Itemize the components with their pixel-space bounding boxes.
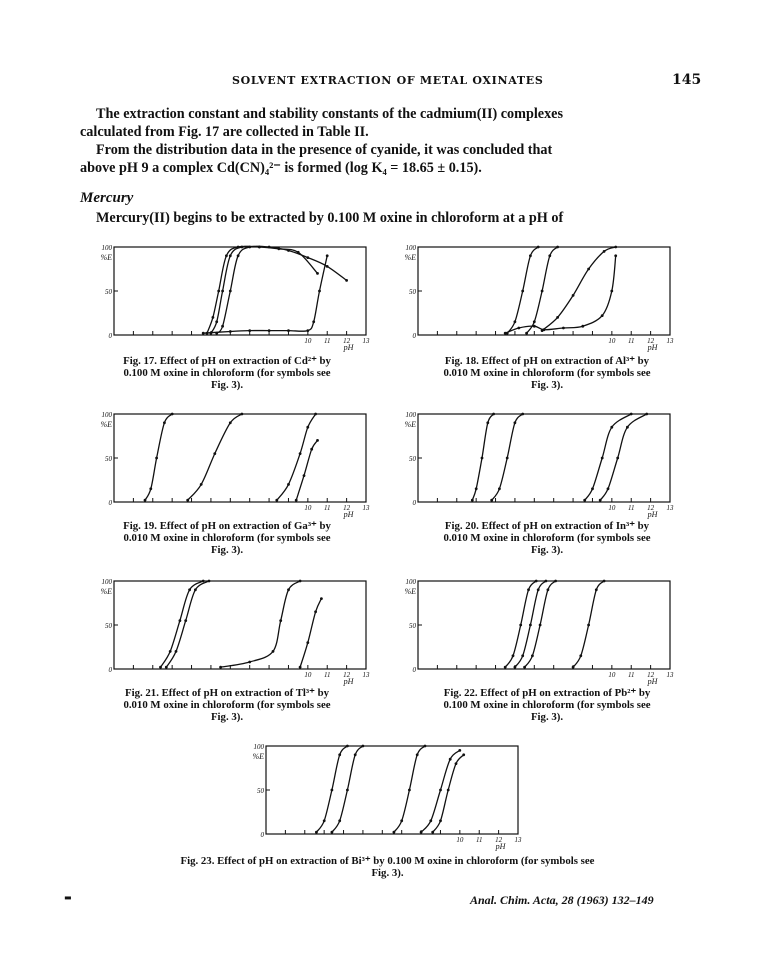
- y-tick-label: 100: [101, 244, 112, 252]
- caption-line: 0.010 M oxine in chloroform (for symbols see: [443, 532, 651, 544]
- x-axis-label: pH: [343, 343, 354, 352]
- x-tick-label: 10: [608, 671, 616, 679]
- data-point: [248, 329, 251, 332]
- x-tick-label: 13: [362, 504, 370, 512]
- data-point: [299, 580, 302, 583]
- caption-line: Fig. 20. Effect of pH on extraction of In³⁺ by: [444, 520, 650, 532]
- y-tick-label: 100: [101, 578, 112, 586]
- data-point: [314, 610, 317, 613]
- y-tick-label: 100: [405, 578, 416, 586]
- data-point: [326, 254, 329, 257]
- data-point: [393, 831, 396, 834]
- data-point: [424, 745, 427, 748]
- data-point: [159, 666, 162, 669]
- series-line: [221, 581, 301, 667]
- text-line: calculated from Fig. 17 are collected in Table II.: [80, 124, 369, 140]
- caption-line: 0.100 M oxine in chloroform (for symbols see: [123, 367, 331, 379]
- caption-figure-22: [382, 687, 712, 723]
- caption-line: Fig. 3).: [530, 711, 564, 723]
- caption-line: Fig. 3).: [530, 379, 564, 391]
- series-line: [300, 599, 321, 668]
- data-point: [439, 819, 442, 822]
- figure-21-plot: [96, 577, 370, 686]
- data-point: [229, 254, 232, 257]
- caption-figure-17: [62, 355, 392, 391]
- data-point: [306, 329, 309, 332]
- data-point: [490, 499, 493, 502]
- text-line: The extraction constant and stability constants of the cadmium(II) complexes: [96, 106, 563, 122]
- data-point: [556, 246, 559, 249]
- plot-frame: [114, 247, 366, 335]
- data-point: [275, 499, 278, 502]
- x-tick-label: 10: [608, 504, 616, 512]
- x-tick-label: 10: [608, 337, 616, 345]
- data-point: [607, 487, 610, 490]
- data-point: [610, 290, 613, 293]
- paragraph-cadmium-constants: [80, 105, 563, 141]
- figure-23: [248, 742, 522, 851]
- data-point: [529, 254, 532, 257]
- series-line: [211, 246, 318, 333]
- caption-line: Fig. 23. Effect of pH on extraction of Bi³⁺ by 0.100 M oxine in chloroform (for symbols see: [180, 855, 595, 867]
- data-point: [514, 421, 517, 424]
- data-point: [533, 325, 536, 328]
- data-point: [144, 499, 147, 502]
- journal-citation: Anal. Chim. Acta, 28 (1963) 132–149: [470, 893, 654, 907]
- caption-line: Fig. 18. Effect of pH on extraction of Al³⁺ by: [444, 355, 650, 367]
- data-point: [229, 330, 232, 333]
- data-point: [277, 247, 280, 250]
- x-tick-label: 13: [362, 671, 370, 679]
- data-point: [603, 580, 606, 583]
- data-point: [408, 789, 411, 792]
- section-heading-mercury: Mercury: [80, 190, 134, 206]
- data-point: [287, 329, 290, 332]
- data-point: [306, 641, 309, 644]
- data-point: [202, 580, 205, 583]
- data-point: [521, 413, 524, 416]
- data-point: [492, 413, 495, 416]
- caption-line: Fig. 19. Effect of pH on extraction of Ga³⁺ by: [123, 520, 331, 532]
- y-tick-label: 100: [253, 743, 264, 751]
- data-point: [248, 661, 251, 664]
- figure-17: [96, 243, 370, 352]
- data-point: [572, 294, 575, 297]
- y-tick-label: 0: [412, 332, 416, 340]
- data-point: [229, 421, 232, 424]
- series-line: [433, 755, 464, 832]
- data-point: [354, 753, 357, 756]
- data-point: [316, 439, 319, 442]
- data-point: [416, 753, 419, 756]
- y-tick-label: 100: [405, 244, 416, 252]
- figure-20-plot: [400, 410, 674, 519]
- y-axis-label: %E: [404, 253, 416, 262]
- x-tick-label: 10: [304, 504, 312, 512]
- data-point: [194, 588, 197, 591]
- plot-frame: [418, 414, 670, 502]
- y-tick-label: 100: [405, 411, 416, 419]
- x-tick-label: 12: [343, 504, 351, 512]
- y-tick-label: 50: [409, 288, 416, 296]
- data-point: [610, 426, 613, 429]
- data-point: [165, 666, 168, 669]
- data-point: [420, 831, 423, 834]
- data-point: [155, 457, 158, 460]
- data-point: [455, 762, 458, 765]
- plot-frame: [418, 247, 670, 335]
- series-line: [542, 247, 616, 331]
- data-point: [299, 666, 302, 669]
- y-tick-label: 50: [409, 455, 416, 463]
- data-point: [535, 580, 538, 583]
- series-line: [161, 581, 204, 667]
- figure-22-plot: [400, 577, 674, 686]
- running-title: SOLVENT EXTRACTION OF METAL OXINATES: [232, 74, 544, 87]
- data-point: [545, 580, 548, 583]
- data-point: [486, 421, 489, 424]
- data-point: [556, 316, 559, 319]
- data-point: [533, 320, 536, 323]
- data-point: [447, 789, 450, 792]
- data-point: [169, 650, 172, 653]
- data-point: [449, 758, 452, 761]
- data-point: [531, 654, 534, 657]
- x-tick-label: 11: [627, 337, 635, 345]
- y-tick-label: 50: [105, 288, 112, 296]
- series-line: [600, 414, 647, 500]
- y-axis-label: %E: [404, 420, 416, 429]
- data-point: [268, 329, 271, 332]
- data-point: [338, 819, 341, 822]
- x-axis-label: pH: [495, 842, 506, 851]
- data-point: [481, 457, 484, 460]
- plot-frame: [418, 581, 670, 669]
- x-axis-label: pH: [343, 510, 354, 519]
- data-point: [179, 619, 182, 622]
- series-line: [145, 414, 172, 500]
- data-point: [514, 666, 517, 669]
- figure-23-plot: [248, 742, 522, 851]
- data-point: [287, 483, 290, 486]
- plot-frame: [266, 746, 518, 834]
- x-axis-label: pH: [647, 343, 658, 352]
- data-point: [315, 831, 318, 834]
- data-point: [547, 588, 550, 591]
- data-point: [299, 452, 302, 455]
- y-axis-label: %E: [100, 420, 112, 429]
- x-tick-label: 12: [647, 337, 655, 345]
- caption-line: 0.010 M oxine in chloroform (for symbols see: [123, 699, 331, 711]
- data-point: [221, 325, 224, 328]
- data-point: [287, 588, 290, 591]
- x-tick-label: 13: [666, 504, 674, 512]
- data-point: [362, 745, 365, 748]
- data-point: [221, 290, 224, 293]
- data-point: [312, 320, 315, 323]
- figure-21: [96, 577, 370, 686]
- mercury-first-line: Mercury(II) begins to be extracted by 0.100 M oxine in chloroform at a pH of: [96, 210, 564, 226]
- data-point: [630, 413, 633, 416]
- data-point: [595, 588, 598, 591]
- text-line: From the distribution data in the presence of cyanide, it was concluded that: [96, 142, 553, 158]
- caption-line: Fig. 21. Effect of pH on extraction of Tl³⁺ by: [125, 687, 329, 699]
- y-tick-label: 0: [412, 666, 416, 674]
- figure-19: [96, 410, 370, 519]
- paragraph-cyanide-complex: [80, 141, 552, 177]
- data-point: [458, 749, 461, 752]
- y-axis-label: %E: [100, 587, 112, 596]
- caption-line: Fig. 3).: [210, 711, 244, 723]
- data-point: [208, 580, 211, 583]
- data-point: [258, 246, 261, 249]
- figure-18: [400, 243, 674, 352]
- data-point: [163, 421, 166, 424]
- caption-line: Fig. 3).: [371, 867, 404, 879]
- series-line: [188, 414, 242, 500]
- y-tick-label: 0: [260, 831, 264, 839]
- data-point: [320, 597, 323, 600]
- data-point: [400, 819, 403, 822]
- data-point: [527, 588, 530, 591]
- y-tick-label: 50: [105, 455, 112, 463]
- data-point: [213, 452, 216, 455]
- data-point: [514, 320, 517, 323]
- data-point: [318, 290, 321, 293]
- data-point: [306, 256, 309, 259]
- data-point: [581, 325, 584, 328]
- data-point: [323, 819, 326, 822]
- y-tick-label: 0: [108, 666, 112, 674]
- data-point: [614, 246, 617, 249]
- y-tick-label: 100: [101, 411, 112, 419]
- data-point: [279, 619, 282, 622]
- data-point: [562, 327, 565, 330]
- x-tick-label: 12: [495, 836, 503, 844]
- data-point: [314, 413, 317, 416]
- x-tick-label: 12: [647, 671, 655, 679]
- page-number: 145: [672, 72, 702, 88]
- x-tick-label: 13: [514, 836, 522, 844]
- data-point: [471, 499, 474, 502]
- data-point: [184, 619, 187, 622]
- y-axis-label: %E: [404, 587, 416, 596]
- data-point: [626, 426, 629, 429]
- running-header: [0, 74, 768, 94]
- data-point: [272, 650, 275, 653]
- data-point: [431, 831, 434, 834]
- data-point: [229, 290, 232, 293]
- data-point: [237, 246, 240, 249]
- data-point: [316, 272, 319, 275]
- x-tick-label: 11: [323, 671, 331, 679]
- series-line: [217, 246, 347, 333]
- data-point: [616, 457, 619, 460]
- y-tick-label: 0: [108, 332, 112, 340]
- data-point: [217, 290, 220, 293]
- data-point: [171, 413, 174, 416]
- data-point: [587, 624, 590, 627]
- data-point: [537, 246, 540, 249]
- data-point: [326, 265, 329, 268]
- y-tick-label: 50: [257, 787, 264, 795]
- data-point: [310, 448, 313, 451]
- y-axis-label: %E: [252, 752, 264, 761]
- x-tick-label: 11: [475, 836, 483, 844]
- x-axis-label: pH: [343, 677, 354, 686]
- data-point: [338, 753, 341, 756]
- caption-figure-19: [62, 520, 392, 556]
- data-point: [572, 666, 575, 669]
- data-point: [186, 499, 189, 502]
- data-point: [295, 499, 298, 502]
- data-point: [583, 499, 586, 502]
- data-point: [539, 624, 542, 627]
- figure-22: [400, 577, 674, 686]
- data-point: [215, 320, 218, 323]
- x-tick-label: 11: [627, 504, 635, 512]
- data-point: [475, 487, 478, 490]
- footer-mark: ▬: [64, 892, 72, 902]
- figure-18-plot: [400, 243, 674, 352]
- data-point: [521, 654, 524, 657]
- y-tick-label: 50: [105, 622, 112, 630]
- x-tick-label: 11: [627, 671, 635, 679]
- data-point: [521, 290, 524, 293]
- caption-figure-18: [382, 355, 712, 391]
- figure-20: [400, 410, 674, 519]
- data-point: [537, 588, 540, 591]
- data-point: [303, 474, 306, 477]
- data-point: [345, 279, 348, 282]
- data-point: [200, 483, 203, 486]
- caption-line: 0.010 M oxine in chloroform (for symbols see: [443, 367, 651, 379]
- caption-figure-21: [62, 687, 392, 723]
- figure-19-plot: [96, 410, 370, 519]
- x-tick-label: 12: [647, 504, 655, 512]
- caption-line: Fig. 17. Effect of pH on extraction of Cd²⁺ by: [123, 355, 331, 367]
- data-point: [346, 789, 349, 792]
- figure-17-plot: [96, 243, 370, 352]
- data-point: [512, 654, 515, 657]
- data-point: [188, 588, 191, 591]
- data-point: [554, 580, 557, 583]
- data-point: [149, 487, 152, 490]
- data-point: [541, 290, 544, 293]
- data-point: [603, 250, 606, 253]
- x-tick-label: 13: [666, 337, 674, 345]
- caption-line: Fig. 3).: [530, 544, 564, 556]
- data-point: [587, 268, 590, 271]
- x-tick-label: 10: [456, 836, 464, 844]
- y-tick-label: 0: [412, 499, 416, 507]
- data-point: [614, 254, 617, 257]
- data-point: [297, 251, 300, 254]
- caption-line: 0.010 M oxine in chloroform (for symbols see: [123, 532, 331, 544]
- x-axis-label: pH: [647, 677, 658, 686]
- text-line: above pH 9 a complex Cd(CN)₄²⁻ is formed (log K₄ = 18.65 ± 0.15).: [80, 160, 482, 176]
- data-point: [346, 745, 349, 748]
- caption-figure-20: [382, 520, 712, 556]
- data-point: [601, 314, 604, 317]
- x-tick-label: 11: [323, 504, 331, 512]
- data-point: [579, 654, 582, 657]
- caption-line: Fig. 22. Effect of pH on extraction of Pb²⁺ by: [443, 687, 651, 699]
- data-point: [548, 254, 551, 257]
- data-point: [498, 487, 501, 490]
- data-point: [543, 328, 546, 331]
- x-tick-label: 13: [666, 671, 674, 679]
- caption-line: 0.100 M oxine in chloroform (for symbols see: [443, 699, 651, 711]
- data-point: [529, 624, 532, 627]
- y-tick-label: 0: [108, 499, 112, 507]
- data-point: [519, 624, 522, 627]
- y-axis-label: %E: [100, 253, 112, 262]
- data-point: [504, 666, 507, 669]
- data-point: [331, 789, 334, 792]
- caption-line: Fig. 3).: [210, 379, 244, 391]
- data-point: [599, 499, 602, 502]
- data-point: [462, 753, 465, 756]
- plot-frame: [114, 581, 366, 669]
- data-point: [439, 789, 442, 792]
- data-point: [591, 487, 594, 490]
- x-tick-label: 10: [304, 337, 312, 345]
- data-point: [237, 254, 240, 257]
- data-point: [202, 332, 205, 335]
- data-point: [429, 819, 432, 822]
- data-point: [219, 666, 222, 669]
- series-line: [296, 440, 317, 500]
- data-point: [306, 426, 309, 429]
- x-tick-label: 12: [343, 671, 351, 679]
- data-point: [523, 666, 526, 669]
- data-point: [212, 316, 215, 319]
- data-point: [225, 254, 228, 257]
- caption-line: Fig. 3).: [210, 544, 244, 556]
- caption-figure-23: [80, 855, 695, 879]
- x-tick-label: 12: [343, 337, 351, 345]
- data-point: [241, 413, 244, 416]
- data-point: [331, 831, 334, 834]
- x-tick-label: 11: [323, 337, 331, 345]
- data-point: [175, 650, 178, 653]
- data-point: [525, 332, 528, 335]
- data-point: [517, 327, 520, 330]
- x-tick-label: 10: [304, 671, 312, 679]
- data-point: [506, 457, 509, 460]
- data-point: [645, 413, 648, 416]
- data-point: [504, 332, 507, 335]
- y-tick-label: 50: [409, 622, 416, 630]
- x-tick-label: 13: [362, 337, 370, 345]
- data-point: [601, 457, 604, 460]
- series-line: [207, 246, 259, 333]
- x-axis-label: pH: [647, 510, 658, 519]
